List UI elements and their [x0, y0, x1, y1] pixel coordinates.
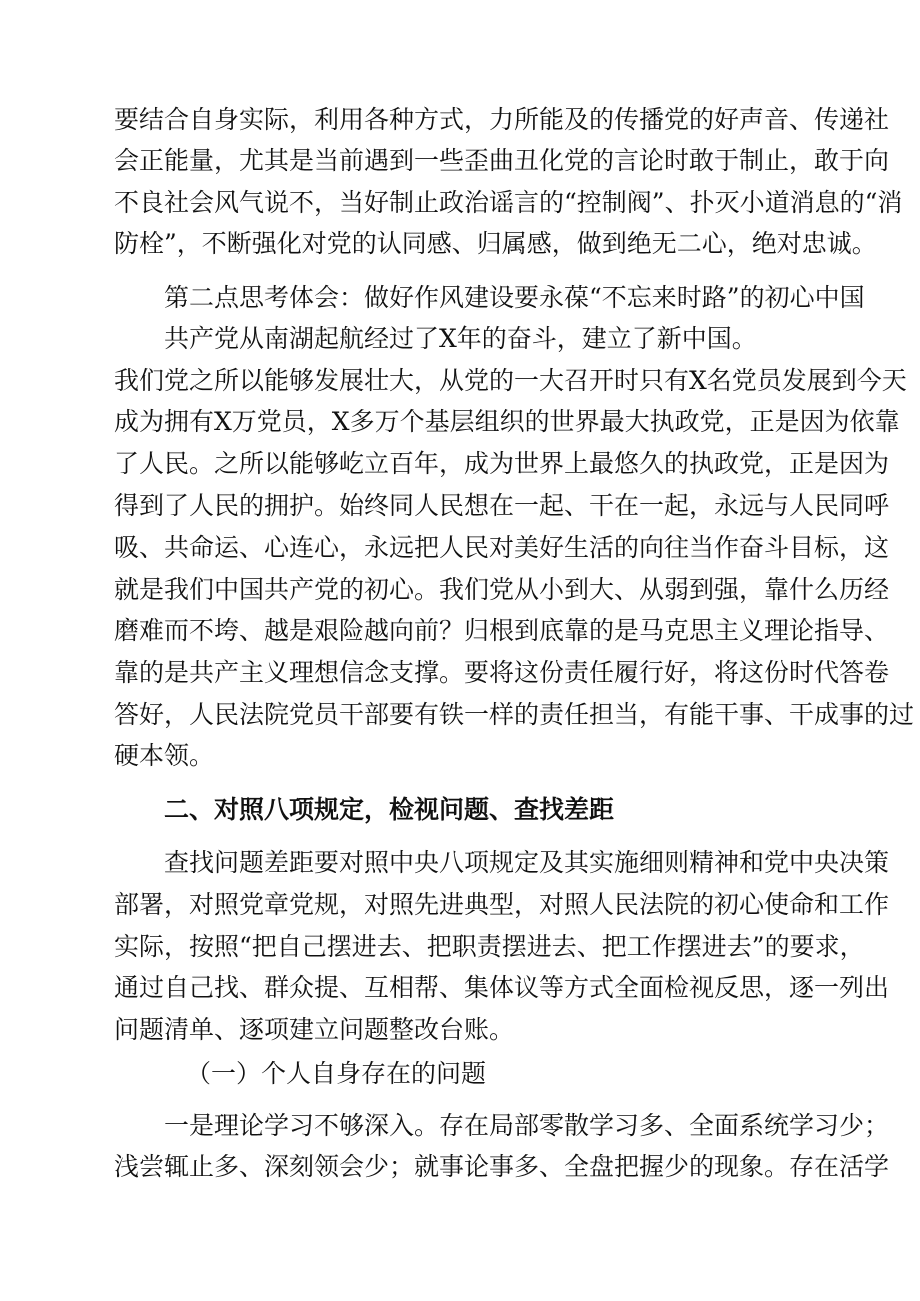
body-text-line: 了人民。之所以能够屹立百年，成为世界上最悠久的执政党，正是因为: [114, 449, 890, 478]
body-text-line: 硬本领。: [114, 741, 215, 770]
body-text-line: 得到了人民的拥护。始终同人民想在一起、干在一起，永远与人民同呼: [114, 491, 890, 520]
body-text-line: 磨难而不垮、越是艰险越向前？归根到底靠的是马克思主义理论指导、: [114, 616, 890, 645]
body-text-line: 成为拥有X万党员，X多万个基层组织的世界最大执政党，正是因为依靠: [114, 407, 900, 436]
body-text-line: 靠的是共产主义理想信念支撑。要将这份责任履行好，将这份时代答卷: [114, 658, 890, 687]
body-text-line: 共产党从南湖起航经过了X年的奋斗，建立了新中国。: [164, 324, 757, 353]
section-heading: 二、对照八项规定，检视问题、查找差距: [164, 795, 615, 824]
body-text-line: 会正能量，尤其是当前遇到一些歪曲丑化党的言论时敢于制止，敢于向: [114, 146, 890, 175]
paragraph-first-line: 一是理论学习不够深入。存在局部零散学习多、全面系统学习少；: [164, 1111, 890, 1140]
body-text-line: 就是我们中国共产党的初心。我们党从小到大、从弱到强，靠什么历经: [114, 575, 890, 604]
body-text-line: 答好，人民法院党员干部要有铁一样的责任担当，有能干事、干成事的过: [114, 700, 915, 729]
body-text-line: 部署，对照党章党规，对照先进典型，对照人民法院的初心使命和工作: [114, 890, 890, 919]
body-text-line: 吸、共命运、心连心，永远把人民对美好生活的向往当作奋斗目标，这: [114, 533, 890, 562]
body-text-line: 防栓”，不断强化对党的认同感、归属感，做到绝无二心，绝对忠诚。: [114, 229, 877, 258]
paragraph-first-line: 第二点思考体会：做好作风建设要永葆“不忘来时路”的初心中国: [164, 283, 865, 312]
body-text-line: 问题清单、逐项建立问题整改台账。: [114, 1015, 515, 1044]
body-text-line: 我们党之所以能够发展壮大，从党的一大召开时只有X名党员发展到今天: [114, 366, 907, 395]
body-text-line: 要结合自身实际，利用各种方式，力所能及的传播党的好声音、传递社: [114, 105, 890, 134]
body-text-line: 实际，按照“把自己摆进去、把职责摆进去、把工作摆进去”的要求，: [114, 932, 865, 961]
paragraph-first-line: 查找问题差距要对照中央八项规定及其实施细则精神和党中央决策: [164, 848, 890, 877]
body-text-line: 不良社会风气说不，当好制止政治谣言的“控制阀”、扑灭小道消息的“消: [114, 188, 903, 217]
sub-heading: （一）个人自身存在的问题: [186, 1059, 487, 1088]
body-text-line: 浅尝辄止多、深刻领会少；就事论事多、全盘把握少的现象。存在活学: [114, 1152, 890, 1181]
body-text-line: 通过自己找、群众提、互相帮、集体议等方式全面检视反思，逐一列出: [114, 973, 890, 1002]
